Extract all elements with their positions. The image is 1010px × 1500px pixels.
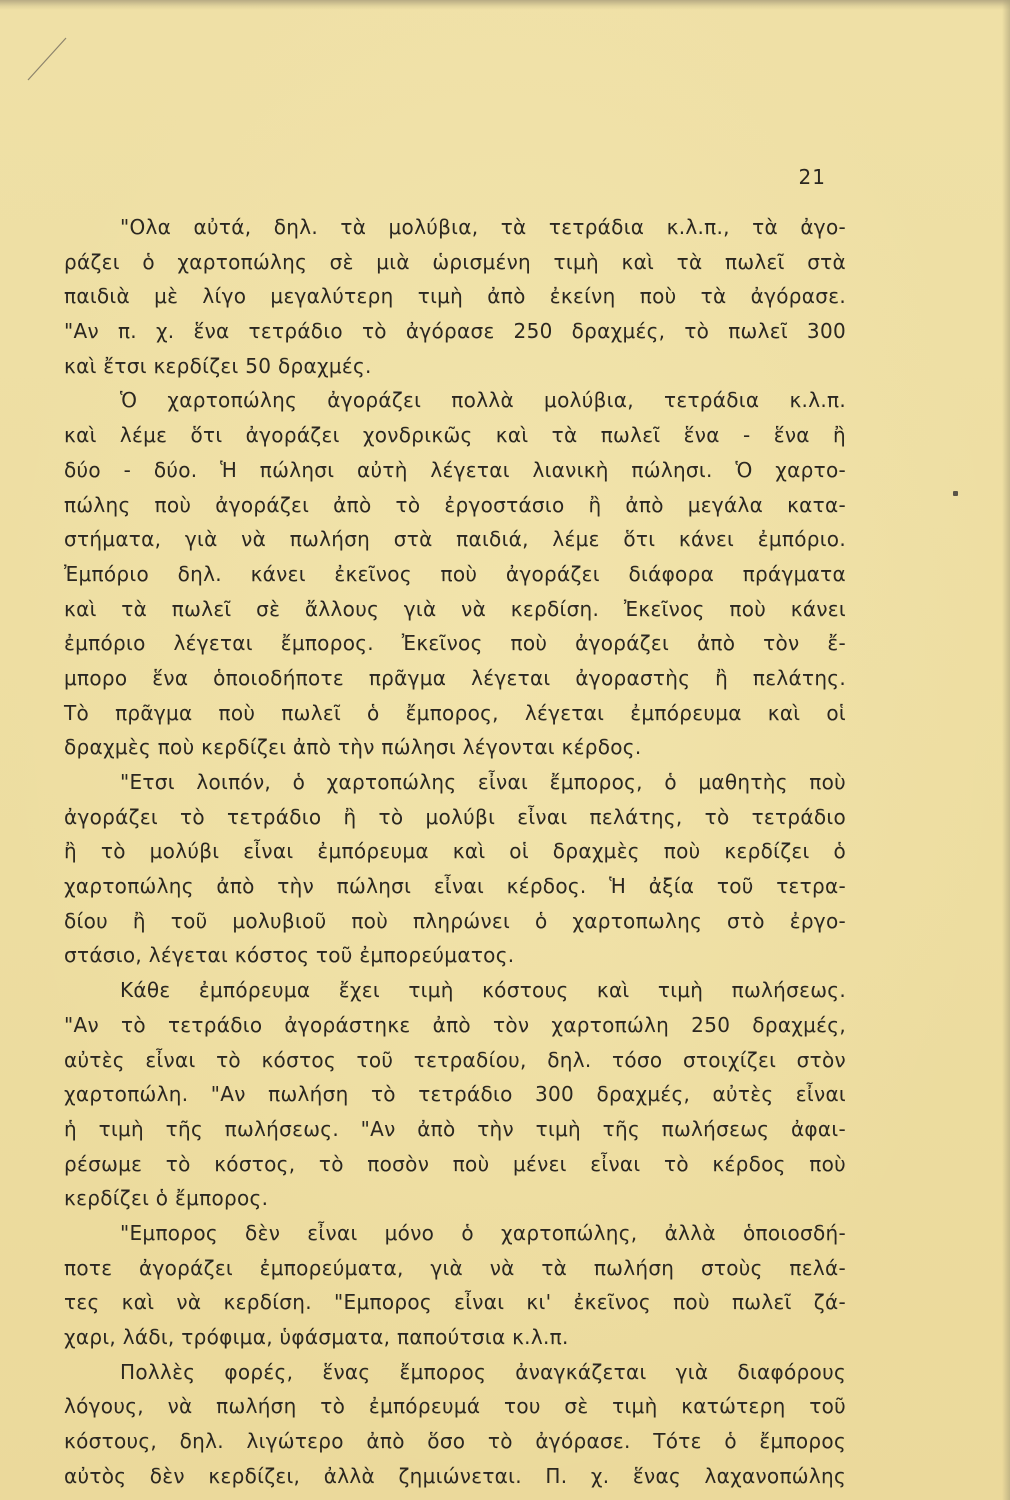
text-line: Κάθε ἐμπόρευμα ἔχει τιμὴ κόστους καὶ τιμὴ πωλήσεως. — [120, 978, 846, 1003]
page-top-edge — [0, 0, 1010, 10]
text-line: λόγους, νὰ πωλήση τὸ ἐμπόρευμά του σὲ τιμὴ κατώτερη τοῦ — [64, 1394, 846, 1419]
text-line: "Αν π. χ. ἕνα τετράδιο τὸ ἀγόρασε 250 δραχμές, τὸ πωλεῖ 300 — [64, 319, 846, 344]
text-line: κερδίζει ὁ ἔμπορος. — [64, 1186, 269, 1211]
text-line: "Εμπορος δὲν εἶναι μόνο ὁ χαρτοπώλης, ἀλλὰ ὁποιοσδή- — [120, 1220, 846, 1245]
text-line: τες καὶ νὰ κερδίση. "Εμπορος εἶναι κι' ἐκεῖνος ποὺ πωλεῖ ζά- — [64, 1290, 846, 1315]
text-line: καὶ λέμε ὅτι ἀγοράζει χονδρικῶς καὶ τὰ πωλεῖ ἕνα - ἕνα ἢ — [64, 423, 846, 448]
text-line: αὐτὸς δὲν κερδίζει, ἀλλὰ ζημιώνεται. Π. χ. ἕνας λαχανοπώλης — [64, 1463, 846, 1488]
text-line: Πολλὲς φορές, ἕνας ἔμπορος ἀναγκάζεται γιὰ διαφόρους — [120, 1359, 846, 1384]
text-line: στάσιο, λέγεται κόστος τοῦ ἐμπορεύματος. — [64, 943, 515, 968]
text-line: ἢ τὸ μολύβι εἶναι ἐμπόρευμα καὶ οἱ δραχμὲς ποὺ κερδίζει ὁ — [64, 839, 846, 864]
page-number: 21 — [798, 165, 826, 189]
text-line: χαρι, λάδι, τρόφιμα, ὑφάσματα, παπούτσια κ.λ.π. — [64, 1325, 569, 1349]
page-right-edge — [1002, 0, 1010, 1500]
text-line: ἐμπόριο λέγεται ἔμπορος. Ἐκεῖνος ποὺ ἀγοράζει ἀπὸ τὸν ἔ- — [64, 631, 846, 656]
text-line: Τὸ πρᾶγμα ποὺ πωλεῖ ὁ ἔμπορος, λέγεται ἐμπόρευμα καὶ οἱ — [64, 700, 846, 725]
text-line: ἡ τιμὴ τῆς πωλήσεως. "Αν ἀπὸ τὴν τιμὴ τῆς πωλήσεως ἀφαι- — [64, 1116, 846, 1141]
text-line: "Αν τὸ τετράδιο ἀγοράστηκε ἀπὸ τὸν χαρτοπώλη 250 δραχμές, — [64, 1012, 846, 1037]
text-line: παιδιὰ μὲ λίγο μεγαλύτερη τιμὴ ἀπὸ ἐκείνη ποὺ τὰ ἀγόρασε. — [64, 284, 846, 309]
text-line: "Ολα αὐτά, δηλ. τὰ μολύβια, τὰ τετράδια κ.λ.π., τὰ ἀγο- — [120, 215, 846, 239]
text-line: στήματα, γιὰ νὰ πωλήση στὰ παιδιά, λέμε ὅτι κάνει ἐμπόριο. — [64, 527, 846, 552]
text-line: πώλης ποὺ ἀγοράζει ἀπὸ τὸ ἐργοστάσιο ἢ ἀπὸ μεγάλα κατα- — [64, 492, 846, 517]
ink-speck — [953, 491, 958, 496]
text-line: Ἐμπόριο δηλ. κάνει ἐκεῖνος ποὺ ἀγοράζει διάφορα πράγματα — [64, 561, 846, 586]
text-line: δραχμὲς ποὺ κερδίζει ἀπὸ τὴν πώλησι λέγονται κέρδος. — [64, 735, 642, 760]
text-line: "Ετσι λοιπόν, ὁ χαρτοπώλης εἶναι ἔμπορος, ὁ μαθητὴς ποὺ — [120, 770, 846, 794]
text-line: καὶ ἔτσι κερδίζει 50 δραχμές. — [64, 353, 372, 378]
text-line: ἀγοράζει τὸ τετράδιο ἢ τὸ μολύβι εἶναι πελάτης, τὸ τετράδιο — [64, 804, 846, 829]
text-line: χαρτοπώλη. "Αν πωλήση τὸ τετράδιο 300 δραχμές, αὐτὲς εἶναι — [64, 1082, 846, 1107]
text-line: Ὁ χαρτοπώλης ἀγοράζει πολλὰ μολύβια, τετράδια κ.λ.π. — [120, 388, 846, 413]
text-line: αὐτὲς εἶναι τὸ κόστος τοῦ τετραδίου, δηλ. τόσο στοιχίζει στὸν — [64, 1047, 846, 1072]
corner-fold-mark — [22, 36, 70, 84]
text-line: δίου ἢ τοῦ μολυβιοῦ ποὺ πληρώνει ὁ χαρτοπωλης στὸ ἐργο- — [64, 908, 846, 933]
text-line: καὶ τὰ πωλεῖ σὲ ἄλλους γιὰ νὰ κερδίση. Ἐκεῖνος ποὺ κάνει — [64, 596, 846, 621]
text-line: ράζει ὁ χαρτοπώλης σὲ μιὰ ὡρισμένη τιμὴ καὶ τὰ πωλεῖ στὰ — [64, 249, 846, 274]
text-line: μπορο ἕνα ὁποιοδήποτε πρᾶγμα λέγεται ἀγοραστὴς ἢ πελάτης. — [64, 665, 846, 690]
text-line: χαρτοπώλης ἀπὸ τὴν πώλησι εἶναι κέρδος. Ἡ ἀξία τοῦ τετρα- — [64, 874, 846, 899]
text-line: κόστους, δηλ. λιγώτερο ἀπὸ ὅσο τὸ ἀγόρασε. Τότε ὁ ἔμπορος — [64, 1429, 846, 1454]
text-line: δύο - δύο. Ἡ πώλησι αὐτὴ λέγεται λιανικὴ πώλησι. Ὁ χαρτο- — [64, 457, 846, 482]
body-text — [64, 210, 846, 1493]
text-line: ποτε ἀγοράζει ἐμπορεύματα, γιὰ νὰ τὰ πωλήση στοὺς πελά- — [64, 1255, 846, 1280]
text-line: ρέσωμε τὸ κόστος, τὸ ποσὸν ποὺ μένει εἶναι τὸ κέρδος ποὺ — [64, 1151, 846, 1176]
